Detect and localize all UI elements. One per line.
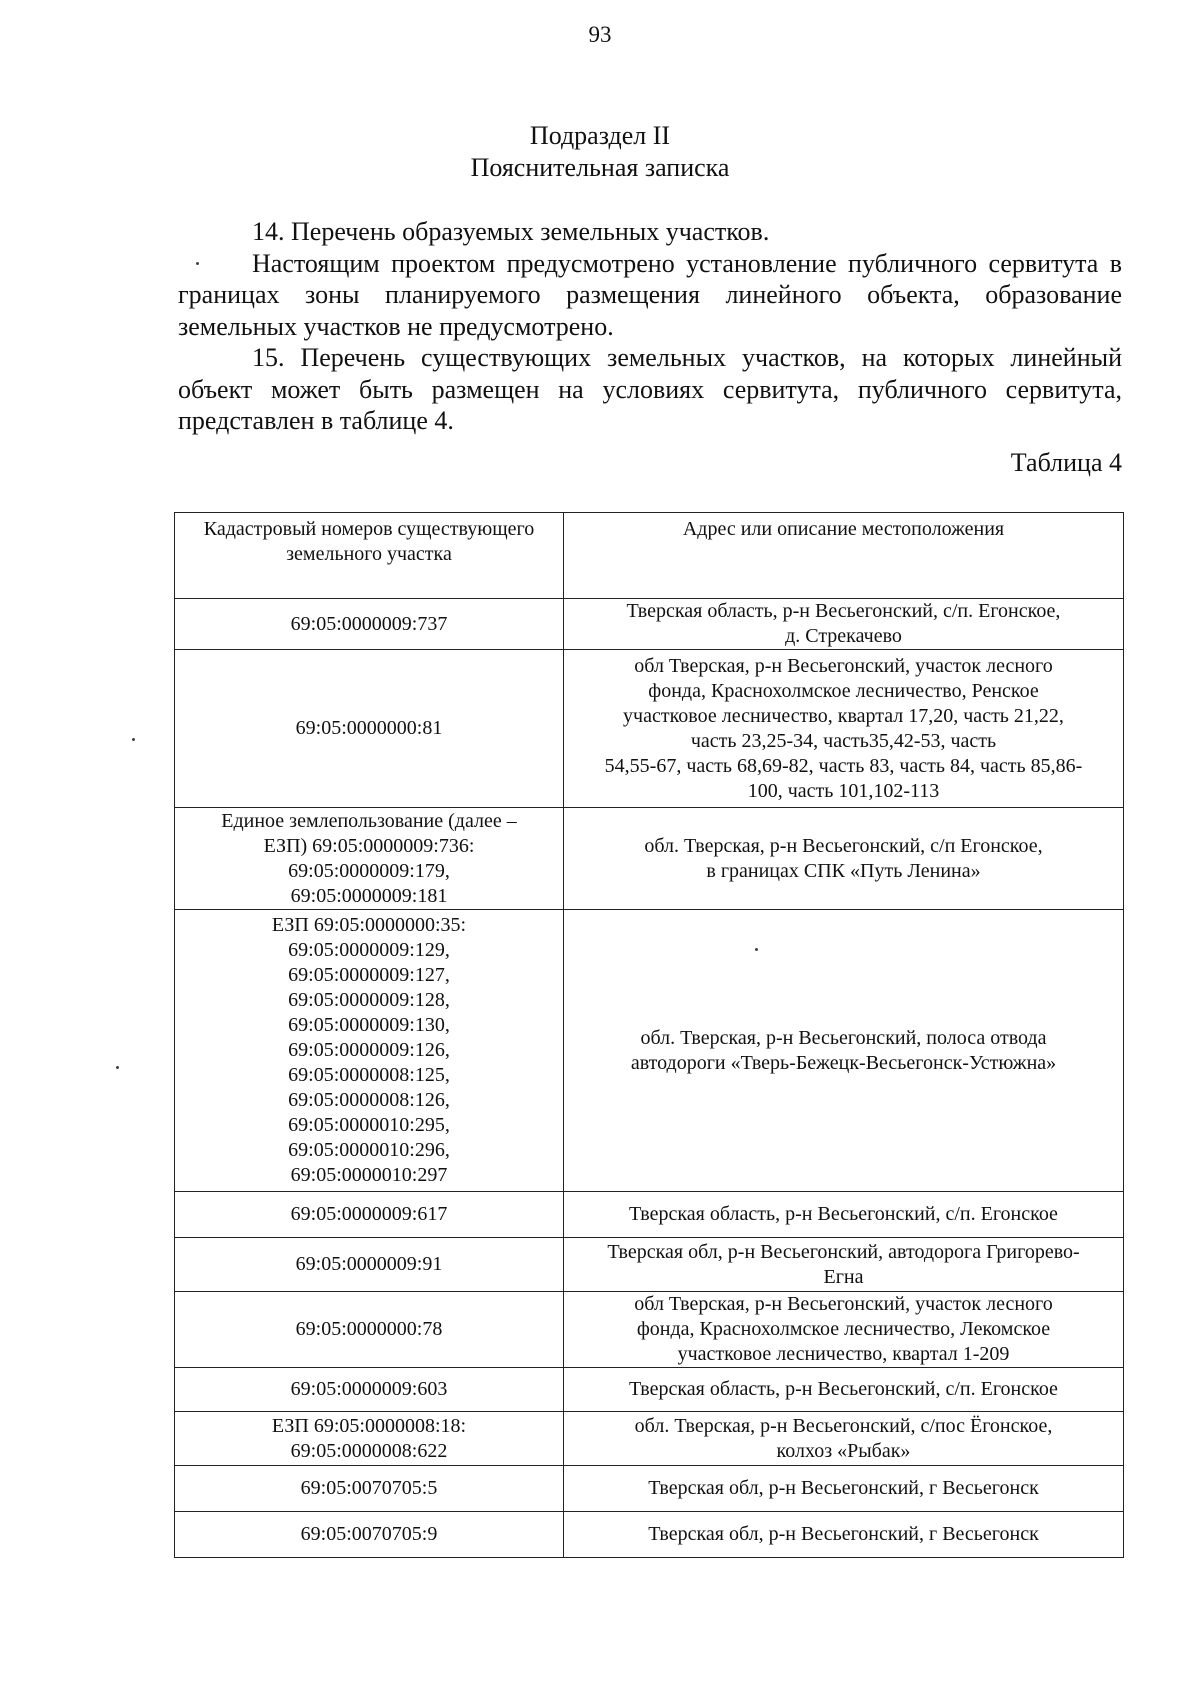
address-line: участковое лесничество, квартал 17,20, часть 21,22, [623,704,1064,727]
address-line: Егна [823,1265,864,1288]
address-line: колхоз «Рыбак» [776,1439,911,1462]
item-14-title: 14. Перечень образуемых земельных участков. [252,217,770,246]
address-cell [564,1512,1124,1558]
address-line: в границах СПК «Путь Ленина» [706,859,981,882]
cadastral-number-line: 69:05:0000010:296, [288,1139,450,1161]
cadastral-number-cell [175,599,564,650]
address-cell [564,1412,1124,1466]
address-line: часть 23,25-34, часть35,42-53, часть [690,729,997,752]
cadastral-number-line: 69:05:0000008:126, [288,1089,450,1111]
address-line: 54,55-67, часть 68,69-82, часть 83, часть 84, часть 85,86- [604,754,1083,777]
cadastral-number-line: 69:05:0000009:617 [290,1203,448,1225]
cadastral-number-line: 69:05:0000009:179, [288,859,450,882]
address-line: участковое лесничество, квартал 1-209 [677,1343,1010,1365]
cadastral-number-line: 69:05:0070705:9 [300,1523,438,1545]
address-line: обл Тверская, р-н Весьегонский, участок лесного [634,1293,1053,1315]
table-row [175,1368,1124,1412]
address-line: обл Тверская, р-н Весьегонский, участок лесного [634,654,1053,677]
scan-speck [755,948,758,951]
cadastral-number-cell [175,1368,564,1412]
land-plots-table [174,512,1124,1558]
cadastral-number-cell [175,1292,564,1368]
cadastral-number-line: 69:05:0000010:297 [290,1164,448,1186]
section-subtitle: Пояснительная записка [470,153,730,182]
address-line: Тверская обл, р-н Весьегонский, автодорога Григорево- [607,1240,1080,1263]
table-row [175,808,1124,910]
cadastral-number-line: ЕЗП 69:05:0000008:18: [271,1414,467,1437]
address-line: д. Стрекачево [785,625,902,647]
table-header-row [175,513,1124,599]
address-cell [564,599,1124,650]
address-line: обл. Тверская, р-н Весьегонский, с/пос Ёгонское, [634,1414,1053,1437]
page-number: 93 [588,22,612,47]
table-body [175,599,1124,1558]
address-line: Тверская область, р-н Весьегонский, с/п. Егонское [629,1378,1058,1400]
cadastral-number-line: 69:05:0000009:181 [290,884,448,907]
address-cell [564,808,1124,910]
address-cell [564,1466,1124,1512]
table-row [175,910,1124,1192]
address-line: Тверская обл, р-н Весьегонский, г Весьегонск [648,1523,1039,1545]
table-row [175,1412,1124,1466]
cadastral-number-line: 69:05:0000008:125, [288,1064,450,1086]
address-line: Тверская область, р-н Весьегонский, с/п. Егонское [629,1203,1058,1225]
address-line: обл. Тверская, р-н Весьегонский, полоса отвода [640,1026,1047,1049]
cadastral-number-cell [175,1412,564,1466]
address-line: Тверская обл, р-н Весьегонский, г Весьегонск [648,1477,1039,1499]
table-caption: Таблица 4 [1010,448,1122,477]
address-line: Тверская область, р-н Весьегонский, с/п. Егонское, [626,600,1061,622]
cadastral-number-line: 69:05:0070705:5 [300,1477,438,1499]
scan-speck [196,262,199,265]
explanatory-text [178,216,1122,437]
subsection-title: Подраздел II [529,121,671,150]
cadastral-number-line: 69:05:0000009:129, [288,939,450,961]
cadastral-number-cell [175,1512,564,1558]
table-row [175,650,1124,808]
address-cell [564,1192,1124,1238]
address-line: фонда, Краснохолмское лесничество, Лекомское [636,1318,1051,1340]
subsection-heading [0,120,1200,184]
cadastral-number-line: 69:05:0000009:91 [295,1253,443,1275]
cadastral-number-line: 69:05:0000009:127, [288,964,450,986]
header-cadastral: Кадастровый номеров существующего земельного участка [175,513,564,599]
cadastral-number-cell [175,1466,564,1512]
table-row [175,1466,1124,1512]
table-row [175,1292,1124,1368]
cadastral-number-cell [175,910,564,1192]
address-cell [564,1238,1124,1292]
cadastral-number-line: Единое землепользование (далее – [221,809,517,832]
cadastral-number-line: 69:05:0000009:128, [288,989,450,1011]
address-cell [564,1292,1124,1368]
address-cell [564,650,1124,808]
address-line: обл. Тверская, р-н Весьегонский, с/п Егонское, [644,834,1043,857]
cadastral-number-line: 69:05:0000000:78 [295,1318,443,1340]
cadastral-number-cell [175,1238,564,1292]
cadastral-number-line: ЕЗП 69:05:0000000:35: [271,914,467,936]
item-14-paragraph: Настоящим проектом предусмотрено установление публичного сервитута в границах зоны планируемого размещения линейного объекта, образование земельных участков не предусмотрено. [178,248,1122,341]
table-row [175,1238,1124,1292]
cadastral-number-line: 69:05:0000009:130, [288,1014,450,1036]
address-line: автодороги «Тверь-Бежецк-Весьегонск-Устюжна» [630,1051,1057,1074]
cadastral-number-line: ЕЗП) 69:05:0000009:736: [263,834,475,857]
cadastral-number-cell [175,808,564,910]
table-row [175,599,1124,650]
cadastral-number-line: 69:05:0000010:295, [288,1114,450,1136]
scan-speck [116,1066,119,1069]
cadastral-number-line: 69:05:0000009:126, [288,1039,450,1061]
header-address: Адрес или описание местоположения [564,513,1124,599]
cadastral-number-cell [175,1192,564,1238]
address-cell [564,1368,1124,1412]
cadastral-number-line: 69:05:0000009:603 [290,1378,448,1400]
cadastral-number-line: 69:05:0000009:737 [290,612,448,635]
cadastral-number-line: 69:05:0000000:81 [295,717,443,739]
address-line: фонда, Краснохолмское лесничество, Ренское [648,679,1039,702]
cadastral-number-line: 69:05:0000008:622 [290,1439,448,1462]
address-cell [564,910,1124,1192]
table-row [175,1512,1124,1558]
address-line: 100, часть 101,102-113 [747,779,940,802]
cadastral-number-cell [175,650,564,808]
table-row [175,1192,1124,1238]
item-15-paragraph: 15. Перечень существующих земельных участков, на которых линейный объект может быть размещен на условиях сервитута, публичного сервитута, представлен в таблице 4. [178,343,1122,435]
scan-speck [132,738,135,741]
